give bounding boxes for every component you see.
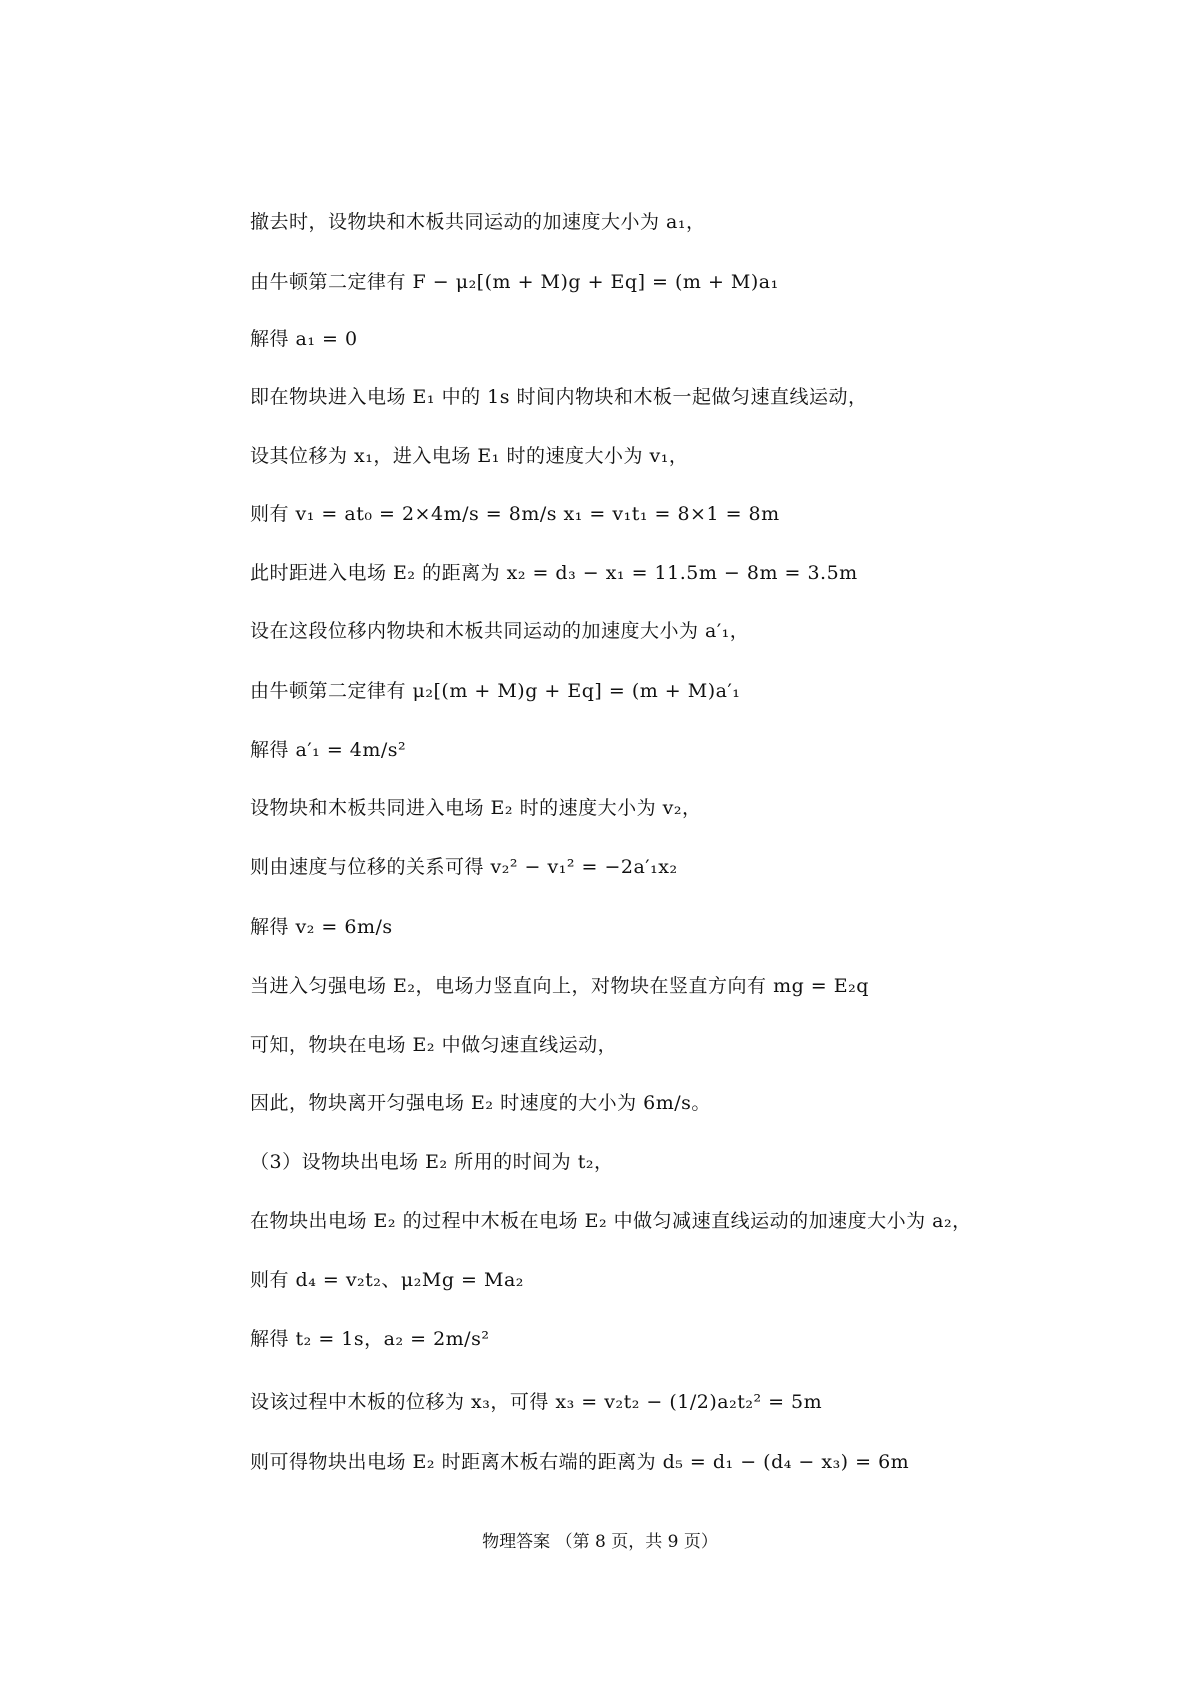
solution-line: 则有 d₄ = v₂t₂、μ₂Mg = Ma₂ (250, 1269, 524, 1291)
solution-line: 则有 v₁ = at₀ = 2×4m/s = 8m/s x₁ = v₁t₁ = 8×1 = 8m (250, 503, 780, 525)
solution-line: 即在物块进入电场 E₁ 中的 1s 时间内物块和木板一起做匀速直线运动， (250, 386, 868, 408)
solution-line: 解得 a′₁ = 4m/s² (250, 739, 407, 761)
solution-line: 解得 v₂ = 6m/s (250, 916, 393, 938)
solution-line: 则可得物块出电场 E₂ 时距离木板右端的距离为 d₅ = d₁ − (d₄ − x₃) = 6m (250, 1451, 910, 1473)
solution-line: 则由速度与位移的关系可得 v₂² − v₁² = −2a′₁x₂ (250, 856, 678, 878)
solution-line: 因此，物块离开匀强电场 E₂ 时速度的大小为 6m/s。 (250, 1092, 711, 1114)
page-footer: 物理答案 （第 8 页，共 9 页） (482, 1532, 718, 1552)
solution-line: 设该过程中木板的位移为 x₃，可得 x₃ = v₂t₂ − (1/2)a₂t₂² = 5m (250, 1391, 823, 1413)
solution-line: 解得 a₁ = 0 (250, 328, 358, 350)
solution-line: 此时距进入电场 E₂ 的距离为 x₂ = d₃ − x₁ = 11.5m − 8m = 3.5m (250, 562, 858, 584)
solution-line: 由牛顿第二定律有 μ₂[(m + M)g + Eq] = (m + M)a′₁ (250, 680, 741, 702)
solution-line: 可知，物块在电场 E₂ 中做匀速直线运动， (250, 1034, 618, 1056)
solution-line: 解得 t₂ = 1s，a₂ = 2m/s² (250, 1328, 490, 1350)
solution-line: 在物块出电场 E₂ 的过程中木板在电场 E₂ 中做匀减速直线运动的加速度大小为 a₂， (250, 1210, 972, 1232)
solution-line: 由牛顿第二定律有 F − μ₂[(m + M)g + Eq] = (m + M)a₁ (250, 271, 779, 293)
solution-line: 当进入匀强电场 E₂，电场力竖直向上，对物块在竖直方向有 mg = E₂q (250, 975, 869, 997)
solution-line: 设其位移为 x₁，进入电场 E₁ 时的速度大小为 v₁， (250, 445, 689, 467)
solution-line: （3）设物块出电场 E₂ 所用的时间为 t₂， (250, 1151, 614, 1173)
solution-line: 设在这段位移内物块和木板共同运动的加速度大小为 a′₁， (250, 620, 750, 642)
solution-line: 设物块和木板共同进入电场 E₂ 时的速度大小为 v₂， (250, 797, 702, 819)
solution-line: 撤去时，设物块和木板共同运动的加速度大小为 a₁， (250, 211, 706, 233)
